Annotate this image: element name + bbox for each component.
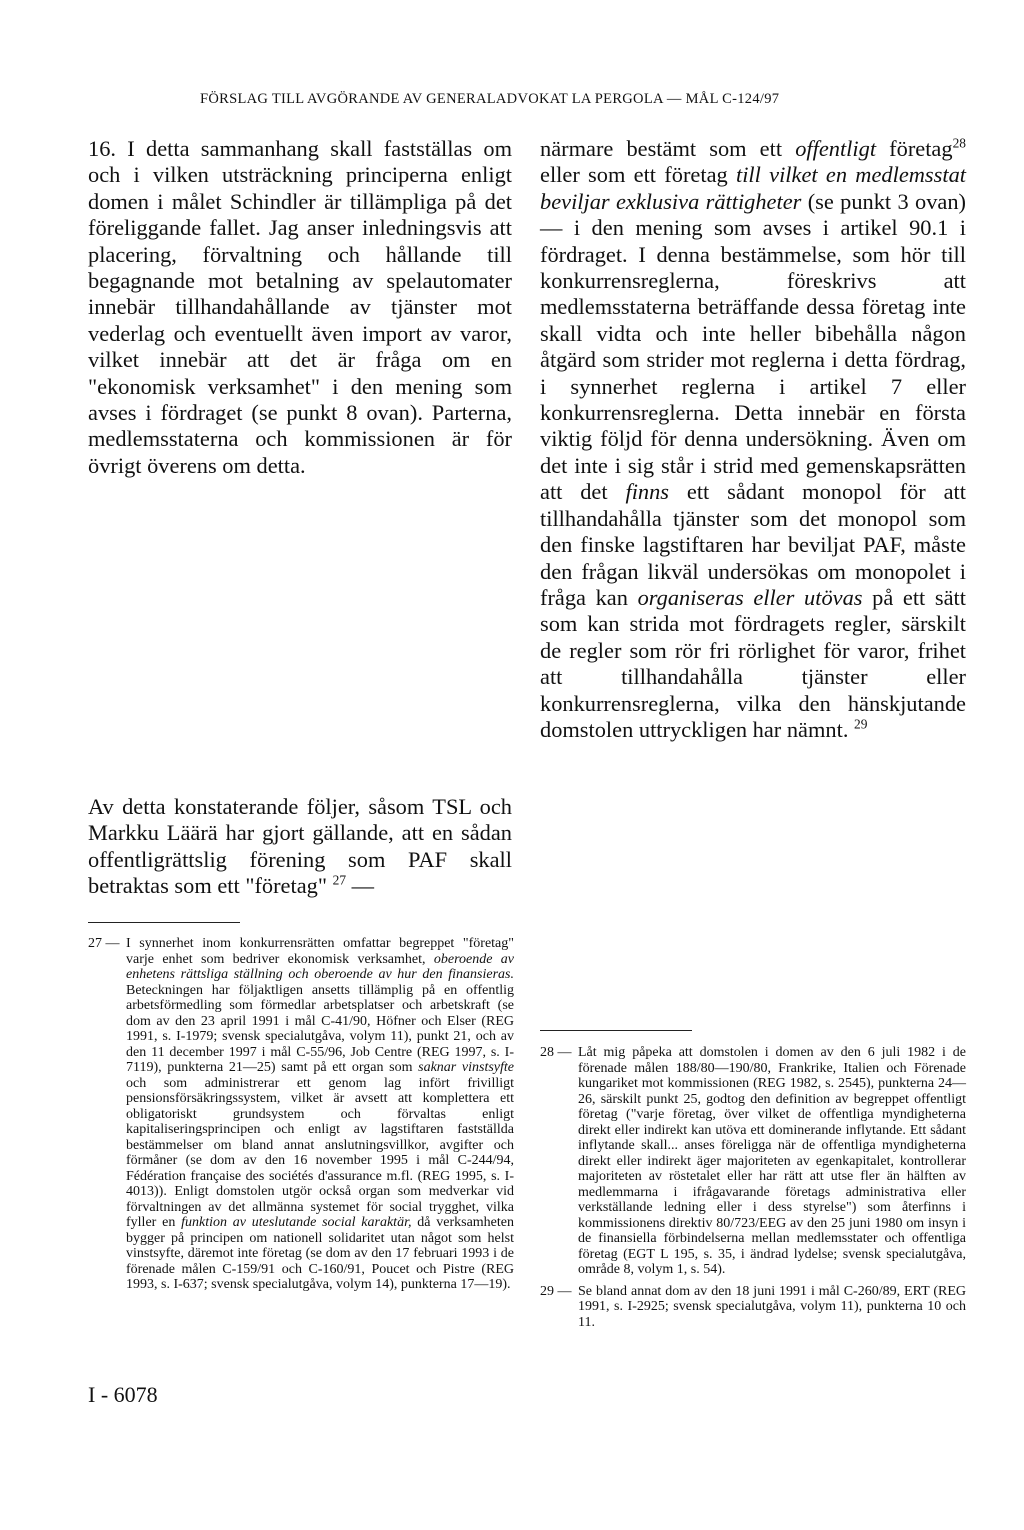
paragraph-16 (88, 136, 512, 479)
footnote-27 (88, 936, 514, 1293)
emphasis-organiseras-eller-utovas: organiseras eller utövas (637, 584, 863, 610)
emphasis-run: oberoende av enhetens rättsliga ställning och oberoende av hur den finansieras. (126, 951, 514, 982)
right-column-paragraph (540, 136, 966, 743)
running-header: FÖRSLAG TILL AVGÖRANDE AV GENERALADVOKAT LA PERGOLA — MÅL C-124/97 (200, 91, 780, 107)
emphasis-finns: finns (625, 479, 670, 505)
footnote-28 (540, 1045, 966, 1278)
emphasis-exklusiva-rattigheter: till vilket en medlemsstat beviljar exklusiva rättigheter (540, 162, 966, 214)
text-run: eller som ett företag (540, 162, 736, 188)
text-run: (se punkt 3 ovan) — i den mening som avses i artikel 90.1 i fördraget. I denna bestämmelse, som hör till konkurrensreglerna, föreskrivs att medlemsstaterna beträffande dessa företag inte skall vidta och inte heller bibehålla någon åtgärd som strider mot reglerna i detta fördrag, i synnerhet reglerna i artikel 7 eller konkurrensreglerna. Detta innebär en första viktig följd för denna undersökning. Även om det inte i sig står i strid med gemenskapsrätten att det (540, 188, 966, 505)
paragraph-conclusion-dash: — (346, 873, 375, 899)
text-run: Beteckningen har följaktligen ansetts tillämplig på en offentlig arbetsförmedling som förmedlar arbetsplatser och arbetskraft (se dom av den 23 april 1991 i mål C-41/90, Höfner och Elser (REG 1991, s. I-1979; svensk specialutgåva, volym 11), punkt 21, och av den 11 december 1997 i mål C-55/96, Job Centre (REG 1997, s. I-7119), punkterna 21—25) samt på ett organ som (126, 982, 514, 1075)
footnotes-left (88, 936, 514, 1299)
footnote-ref-29[interactable]: 29 (854, 716, 868, 732)
text-run: då verksamheten bygger på principen om nationell solidaritet utan något som helst vinstsyfte, däremot inte företag (se dom av den 17 februari 1993 i de förenade målen C-159/91 och C-160/91, Poucet och Pistre (REG 1993, s. I-637; svensk specialutgåva, volym 14), punkterna 17—19). (126, 1215, 514, 1292)
paragraph-conclusion-text (88, 794, 512, 900)
footnote-ref-28[interactable]: 28 (952, 135, 967, 151)
text-run: närmare bestämt som ett (540, 136, 796, 161)
emphasis-run: saknar vinstsyfte (418, 1060, 514, 1075)
paragraph-conclusion (88, 794, 512, 900)
text-run: på ett sätt som kan strida mot fördragets regler, särskilt de regler som rör fri rörlighet för varor, frihet att tillhandahålla tjänster eller konkurrensreglerna, vilka den hänskjutande domstolen uttryckligen har nämnt. (540, 584, 966, 742)
footnotes-right (540, 1045, 966, 1336)
footnote-divider-left (88, 922, 240, 923)
paragraph-conclusion-body: Av detta konstaterande följer, såsom TSL och Markku Läärä har gjort gällande, att en sådan offentligrättslig förening som PAF skall betraktas som ett "företag" (88, 794, 512, 899)
paragraph-16-text: 16. I detta sammanhang skall fastställas om och i vilken utsträckning principerna enligt domen i målet Schindler är tillämpliga på det föreliggande fallet. Jag anser inledningsvis att placering, förvaltning och hållande till begagnande mot betalning av spelautomater innebär tillhandahållande av tjänster mot vederlag och eventuellt även import av varor, vilket innebär att det är fråga om en "ekonomisk verksamhet" i den mening som avses i fördraget (se punkt 8 ovan). Parterna, medlemsstaterna och kommissionen är för övrigt överens om detta. (88, 136, 512, 478)
footnote-ref-27[interactable]: 27 (332, 872, 347, 888)
footnote-29-number: 29 — (540, 1283, 572, 1299)
text-run: I synnerhet inom konkurrensrätten omfattar begreppet "företag" varje enhet som bedriver ekonomisk verksamhet, (126, 936, 514, 967)
footnote-29-text: Se bland annat dom av den 18 juni 1991 i mål C-260/89, ERT (REG 1991, s. I-2925; svensk specialutgåva, volym 11), punkterna 10 och 11. (578, 1283, 966, 1330)
right-column-text (540, 136, 966, 743)
text-run: företag (876, 136, 953, 161)
emphasis-offentligt: offentligt (795, 136, 877, 161)
text-run: ett sådant monopol för att tillhandahålla tjänster som det monopol som den finske lagstiftaren har beviljat PAF, måste den frågan likväl undersökas om monopolet i fråga kan (540, 479, 967, 610)
footnote-28-number: 28 — (540, 1045, 572, 1060)
text-run: och som administrerar ett genom lag infört frivilligt pensionsförsäkringssystem, vilket är avsett att komplettera ett obligatoriskt grundsystem och förvaltas enligt kapitaliseringsprincipen och enligt av lagstiftaren fastställda bestämmelser om bland annat anslutningsvillkor, avgifter och förmåner (se dom av den 16 november 1995 i mål C-244/94, Fédération française des sociétés d'assurance m.fl. (REG 1995, s. I-4013)). Enligt domstolen utgör också organ som medverkar vid förvaltningen av det allmänna systemet för social trygghet, vilka fyller en (126, 1075, 514, 1230)
footnote-29 (540, 1284, 966, 1331)
page-number: I - 6078 (88, 1382, 158, 1407)
footnote-27-number: 27 — (88, 936, 120, 951)
footnote-28-text: Låt mig påpeka att domstolen i domen av den 6 juli 1982 i de förenade målen 188/80—190/80, Frankrike, Italien och Förenade kungariket mot kommissionen (REG 1982, s. 2545), punkterna 24—26, särskilt punkt 25, godtog den definition av begreppet offentligt företag ("varje företag, över vilket de offentliga myndigheterna direkt eller indirekt kan utöva ett dominerande inflytande. Ett sådant inflytande skall... anses föreligga när de offentliga myndigheterna direkt eller indirekt äger majoriteten av egenkapitalet, kontrollerar majoriteten av röstetalet eller har rätt att utse fler än hälften av medlemmarna i ifrågavarande företags administrativa eller verkställande ledning eller i dess styrelse") som återfinns i kommissionens direktiv 80/723/EEG av den 25 juni 1980 om insyn i de finansiella förbindelserna mellan medlemsstater och offentliga företag (EGT L 195, s. 35, i ändrad lydelse; svensk specialutgåva, område 8, volym 1, s. 54). (578, 1045, 966, 1277)
emphasis-run: funktion av uteslutande social karaktär, (181, 1215, 412, 1230)
footnote-divider-right (540, 1030, 692, 1031)
footnote-27-text (126, 936, 514, 1293)
